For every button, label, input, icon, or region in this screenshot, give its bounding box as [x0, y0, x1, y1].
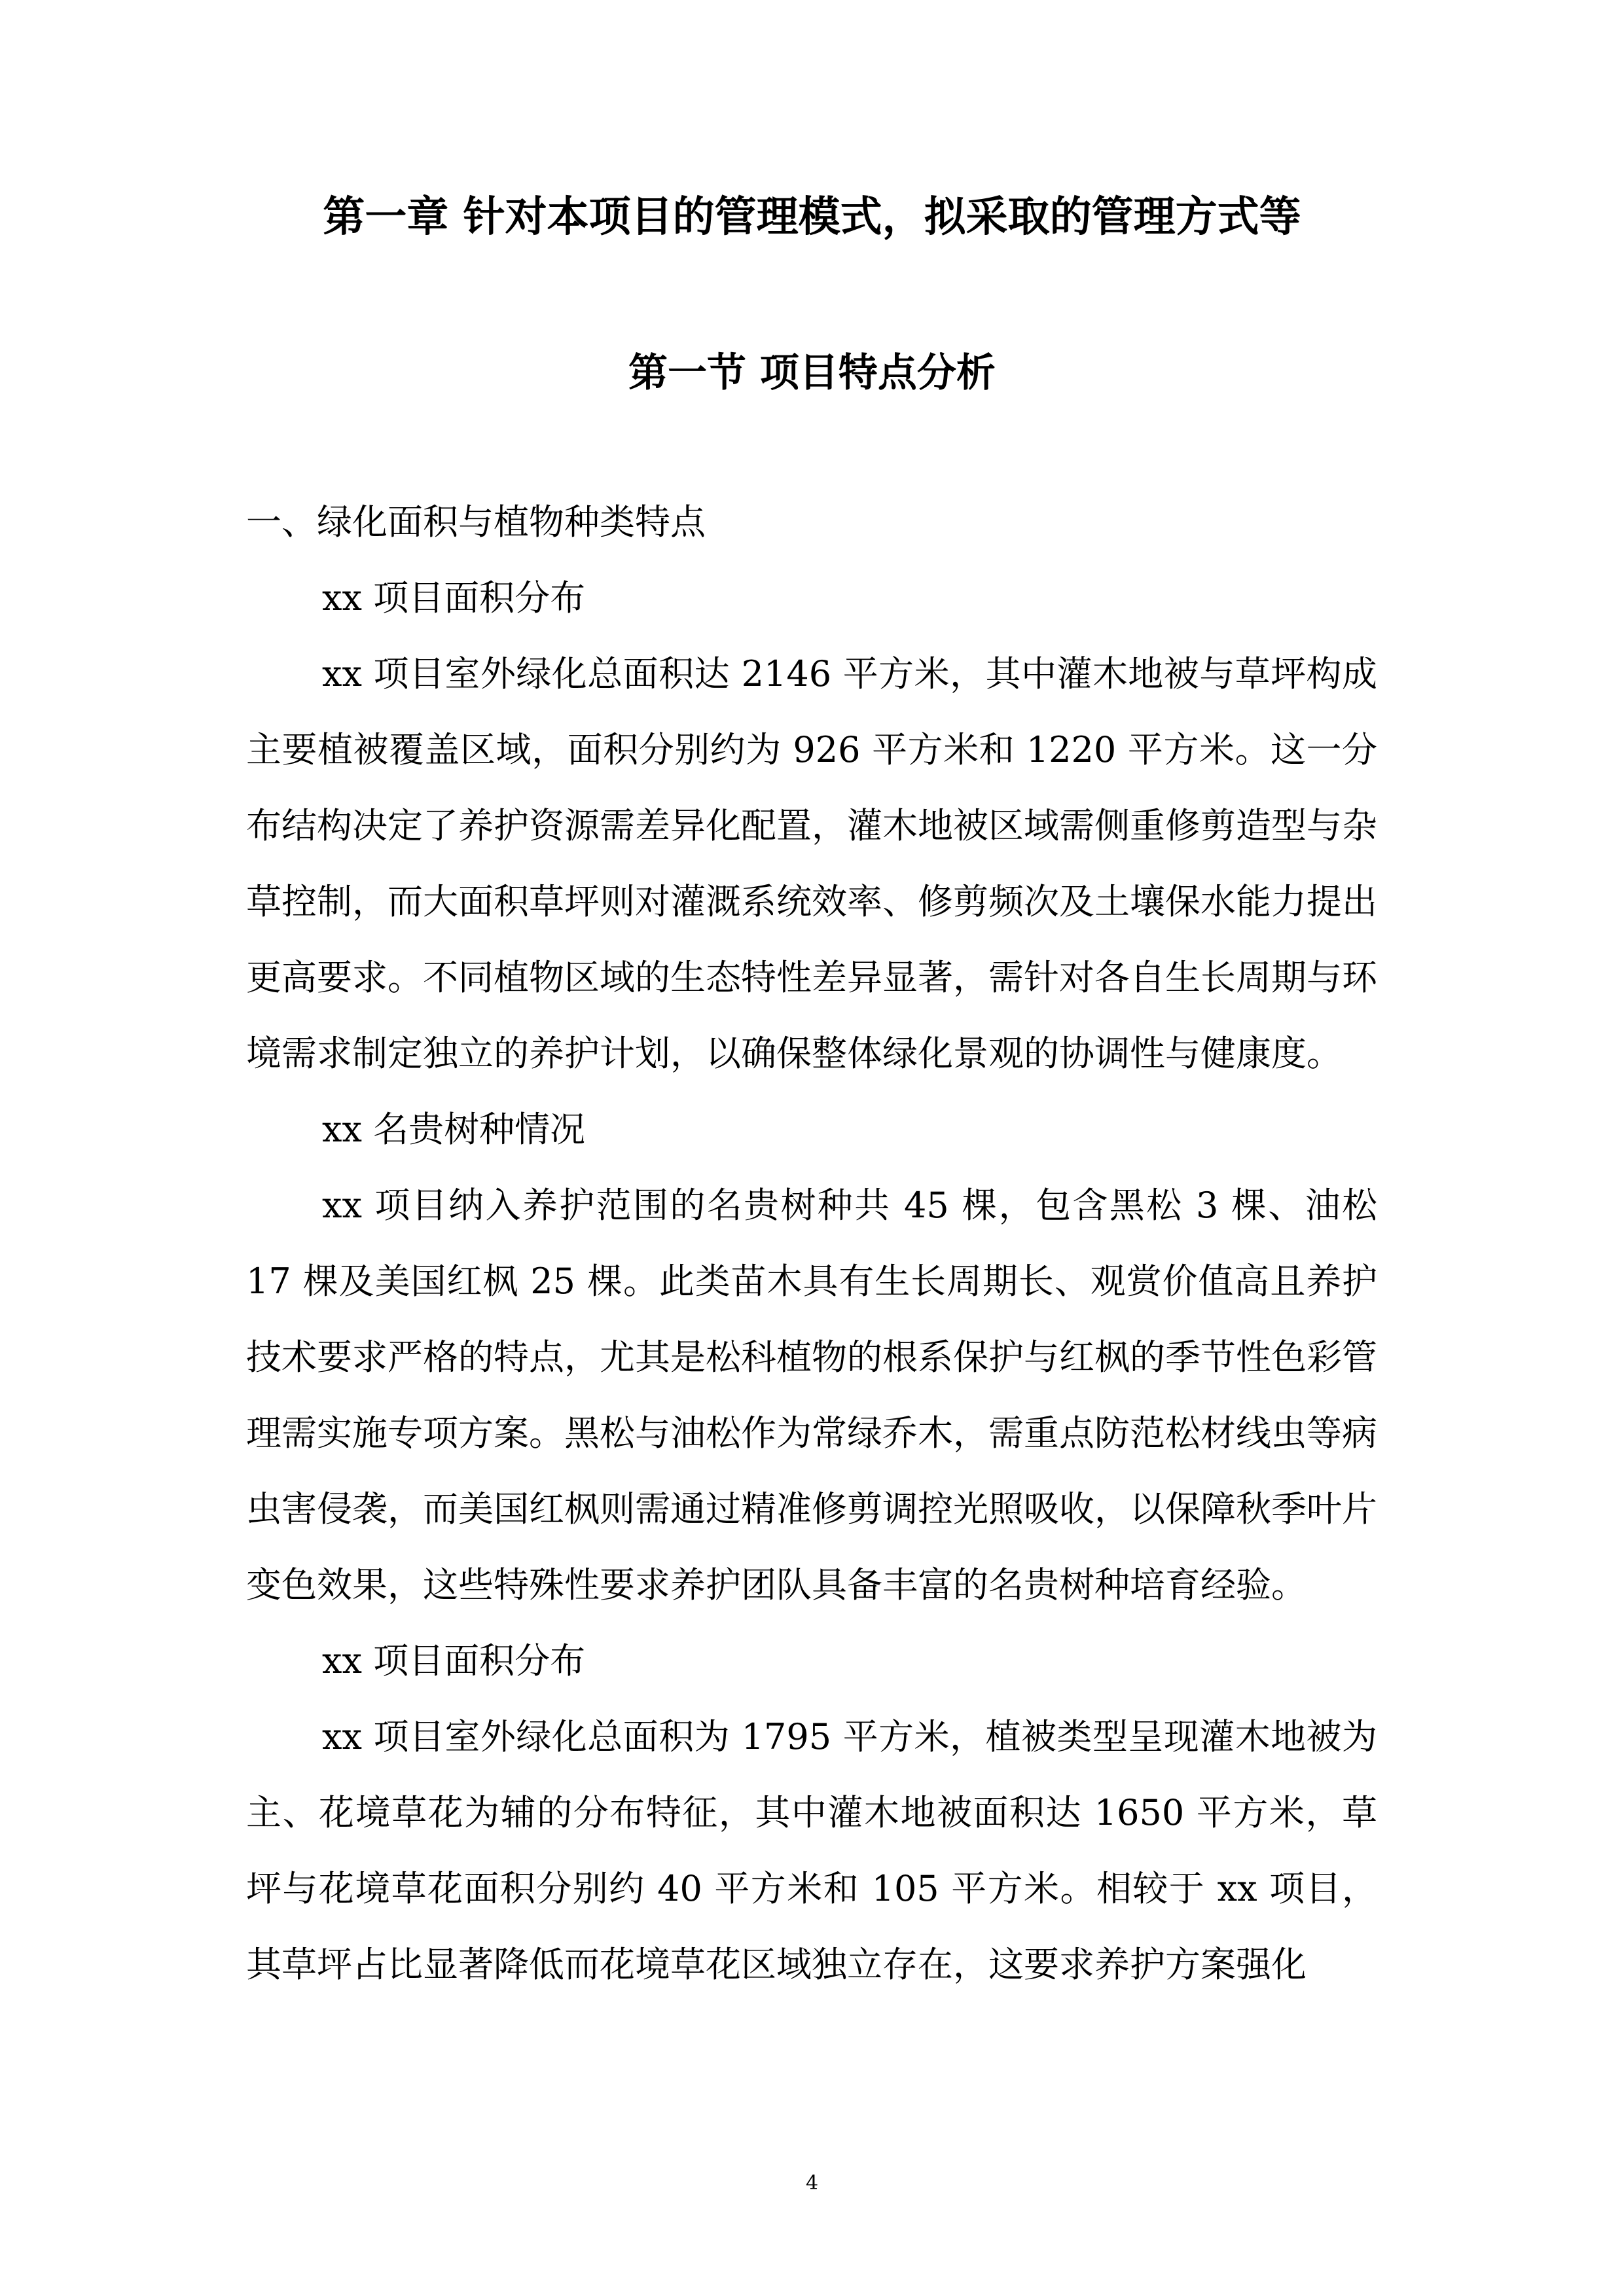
- subheading-area-distribution-1: xx 项目面积分布: [322, 577, 586, 619]
- chapter-title: 第一章 针对本项目的管理模式，拟采取的管理方式等: [323, 192, 1301, 242]
- paragraph-area-distribution-2: xx 项目室外绿化总面积为 1795 平方米，植被类型呈现灌木地被为主、花境草花为辅的分布特征，其中灌木地被面积达 1650 平方米，草坪与花境草花面积分别约 40 平方米和 105 平方米。相较于 xx 项目，其草坪占比显著降低而花境草花区域独立存在，这要求养护方案强化: [246, 1716, 1377, 1985]
- page-number: 4: [805, 2172, 819, 2195]
- section-title: 第一节 项目特点分析: [628, 350, 996, 396]
- paragraph-precious-trees: xx 项目纳入养护范围的名贵树种共 45 棵，包含黑松 3 棵、油松 17 棵及美国红枫 25 棵。此类苗木具有生长周期长、观赏价值高且养护技术要求严格的特点，尤其是松科植物的根系保护与红枫的季节性色彩管理需实施专项方案。黑松与油松作为常绿乔木，需重点防范松材线虫等病虫害侵袭，而美国红枫则需通过精准修剪调控光照吸收，以保障秋季叶片变色效果，这些特殊性要求养护团队具备丰富的名贵树种培育经验。: [246, 1185, 1377, 1605]
- heading-greening-area: 一、绿化面积与植物种类特点: [246, 501, 706, 543]
- document-body: [246, 484, 1377, 2003]
- subheading-precious-trees: xx 名贵树种情况: [322, 1109, 586, 1150]
- paragraph-area-distribution-1: xx 项目室外绿化总面积达 2146 平方米，其中灌木地被与草坪构成主要植被覆盖区域，面积分别约为 926 平方米和 1220 平方米。这一分布结构决定了养护资源需差异化配置，灌木地被区域需侧重修剪造型与杂草控制，而大面积草坪则对灌溉系统效率、修剪频次及土壤保水能力提出更高要求。不同植物区域的生态特性差异显著，需针对各自生长周期与环境需求制定独立的养护计划，以确保整体绿化景观的协调性与健康度。: [246, 653, 1377, 1074]
- subheading-area-distribution-2: xx 项目面积分布: [322, 1640, 586, 1681]
